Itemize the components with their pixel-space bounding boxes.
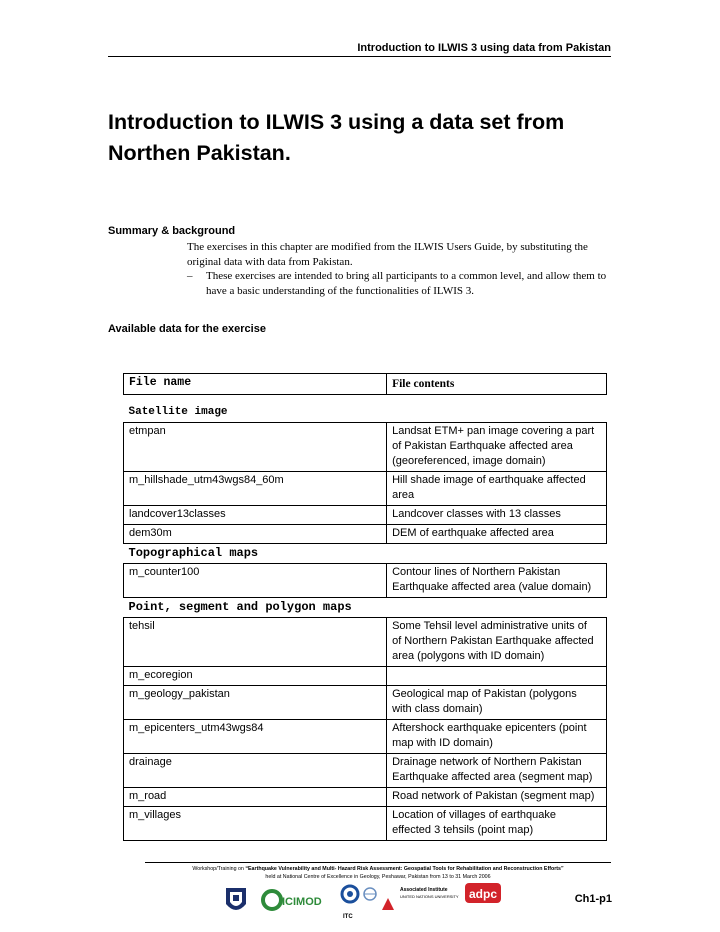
footer-prefix: Workshop/Training on [192, 866, 244, 872]
file-contents-line: Contour lines of Northern Pakistan [392, 566, 561, 578]
file-contents-cell [387, 720, 607, 754]
table-section-row [124, 403, 607, 423]
file-contents-line: (georeferenced, image domain) [392, 455, 546, 467]
file-name-cell: drainage [124, 754, 387, 788]
file-name-cell: m_villages [124, 807, 387, 841]
table-row [124, 667, 607, 686]
file-name-cell: m_ecoregion [124, 667, 387, 686]
icimod-logo-text: ICIMOD [282, 896, 322, 908]
adpc-logo-text: adpc [469, 887, 498, 901]
file-name-cell: m_hillshade_utm43wgs84_60m [124, 472, 387, 506]
un-emblem-icon [364, 888, 376, 900]
table-row [124, 788, 607, 807]
file-contents-line: Geological map of Pakistan (polygons [392, 688, 577, 700]
file-contents-cell [387, 686, 607, 720]
file-contents-cell [387, 807, 607, 841]
title-line-1: Introduction to ILWIS 3 using a data set from [108, 110, 565, 134]
table-row [124, 807, 607, 841]
file-contents-line: Hill shade image of earthquake affected [392, 474, 586, 486]
file-contents-cell [387, 506, 607, 525]
file-contents-line: of Northern Pakistan Earthquake affected [392, 635, 594, 647]
itc-logo-text: ITC [343, 914, 353, 920]
un-university-logo-icon [382, 887, 459, 910]
file-contents-line: Road network of Pakistan (segment map) [392, 790, 595, 802]
table-section-row [124, 598, 607, 618]
file-contents-line: Some Tehsil level administrative units of [392, 620, 587, 632]
file-contents-cell [387, 423, 607, 472]
file-name-cell: m_counter100 [124, 564, 387, 598]
file-contents-line [392, 668, 602, 683]
file-contents-cell [387, 618, 607, 667]
title-line-2: Northen Pakistan. [108, 141, 291, 165]
file-contents-line: Earthquake affected area (value domain) [392, 581, 592, 593]
table-section-row [124, 544, 607, 564]
header-rule [108, 56, 611, 57]
bullet-line-2: have a basic understanding of the functionalities of ILWIS 3. [206, 285, 474, 297]
table-section-label: Satellite image [124, 403, 607, 423]
file-contents-line: DEM of earthquake affected area [392, 527, 554, 539]
file-contents-cell [387, 788, 607, 807]
table-header-row [124, 374, 607, 395]
file-contents-line: area [392, 489, 415, 501]
running-header: Introduction to ILWIS 3 using data from Pakistan [357, 42, 611, 54]
column-header-file-contents: File contents [387, 374, 607, 395]
file-contents-cell [387, 564, 607, 598]
file-name-cell: dem30m [124, 525, 387, 544]
footer-rule [145, 862, 611, 863]
page-title [108, 107, 628, 169]
bullet-line-1: These exercises are intended to bring all participants to a common level, and allow them to [206, 270, 607, 282]
file-name-cell: m_epicenters_utm43wgs84 [124, 720, 387, 754]
file-contents-cell [387, 754, 607, 788]
adpc-logo-icon [465, 883, 501, 903]
table-row [124, 720, 607, 754]
footer-workshop-title: “Earthquake Vulnerability and Multi- Hazard Risk Assessment: Geospatial Tools for Rehabilitation and Reconstruction Efforts” [245, 866, 564, 872]
file-contents-line: Landcover classes with 13 classes [392, 508, 561, 520]
table-spacer [124, 395, 607, 404]
page-number: Ch1-p1 [574, 893, 612, 905]
table-section-label: Topographical maps [124, 544, 607, 564]
itc-logo-icon [342, 886, 358, 920]
icimod-logo-icon [263, 891, 322, 909]
un-university-text: UNITED NATIONS UNIVERSITY [400, 894, 459, 899]
table-row [124, 472, 607, 506]
available-data-heading: Available data for the exercise [108, 323, 266, 335]
file-contents-line: area (polygons with ID domain) [392, 650, 545, 662]
file-contents-line: Earthquake affected area (segment map) [392, 771, 593, 783]
summary-paragraph [187, 240, 617, 270]
partner-logos [222, 880, 522, 920]
table-row [124, 754, 607, 788]
summary-heading: Summary & background [108, 225, 236, 237]
table-row [124, 686, 607, 720]
file-contents-line: of Pakistan Earthquake affected area [392, 440, 573, 452]
table-spacer-cell [124, 395, 607, 404]
university-crest-icon [226, 888, 246, 910]
file-contents-line: map with ID domain) [392, 737, 493, 749]
file-contents-line: with class domain) [392, 703, 483, 715]
file-contents-cell [387, 472, 607, 506]
summary-line-1: The exercises in this chapter are modified from the ILWIS Users Guide, by substituting the [187, 241, 588, 253]
file-contents-line: effected 3 tehsils (point map) [392, 824, 534, 836]
bullet-text [206, 269, 617, 299]
footer-venue-line: held at National Centre of Excellence in Geology, Peshawar, Pakistan from 13 to 31 March 2006 [265, 874, 491, 880]
footer-workshop-line [145, 866, 611, 872]
table-row [124, 564, 607, 598]
file-contents-cell [387, 667, 607, 686]
column-header-file-name: File name [124, 374, 387, 395]
file-name-cell: etmpan [124, 423, 387, 472]
file-name-cell: tehsil [124, 618, 387, 667]
assoc-institute-text: Associated Institute [400, 887, 448, 893]
file-name-cell: landcover13classes [124, 506, 387, 525]
table-section-label: Point, segment and polygon maps [124, 598, 607, 618]
bullet-dash: – [187, 270, 193, 282]
file-contents-line: Drainage network of Northern Pakistan [392, 756, 582, 768]
data-table [123, 373, 607, 841]
summary-line-2: original data with data from Pakistan. [187, 256, 353, 268]
file-contents-line: Landsat ETM+ pan image covering a part [392, 425, 595, 437]
file-contents-cell [387, 525, 607, 544]
table-row [124, 618, 607, 667]
table-row [124, 423, 607, 472]
table-row [124, 525, 607, 544]
file-contents-line: Location of villages of earthquake [392, 809, 556, 821]
file-contents-line: Aftershock earthquake epicenters (point [392, 722, 587, 734]
file-name-cell: m_road [124, 788, 387, 807]
file-name-cell: m_geology_pakistan [124, 686, 387, 720]
table-row [124, 506, 607, 525]
